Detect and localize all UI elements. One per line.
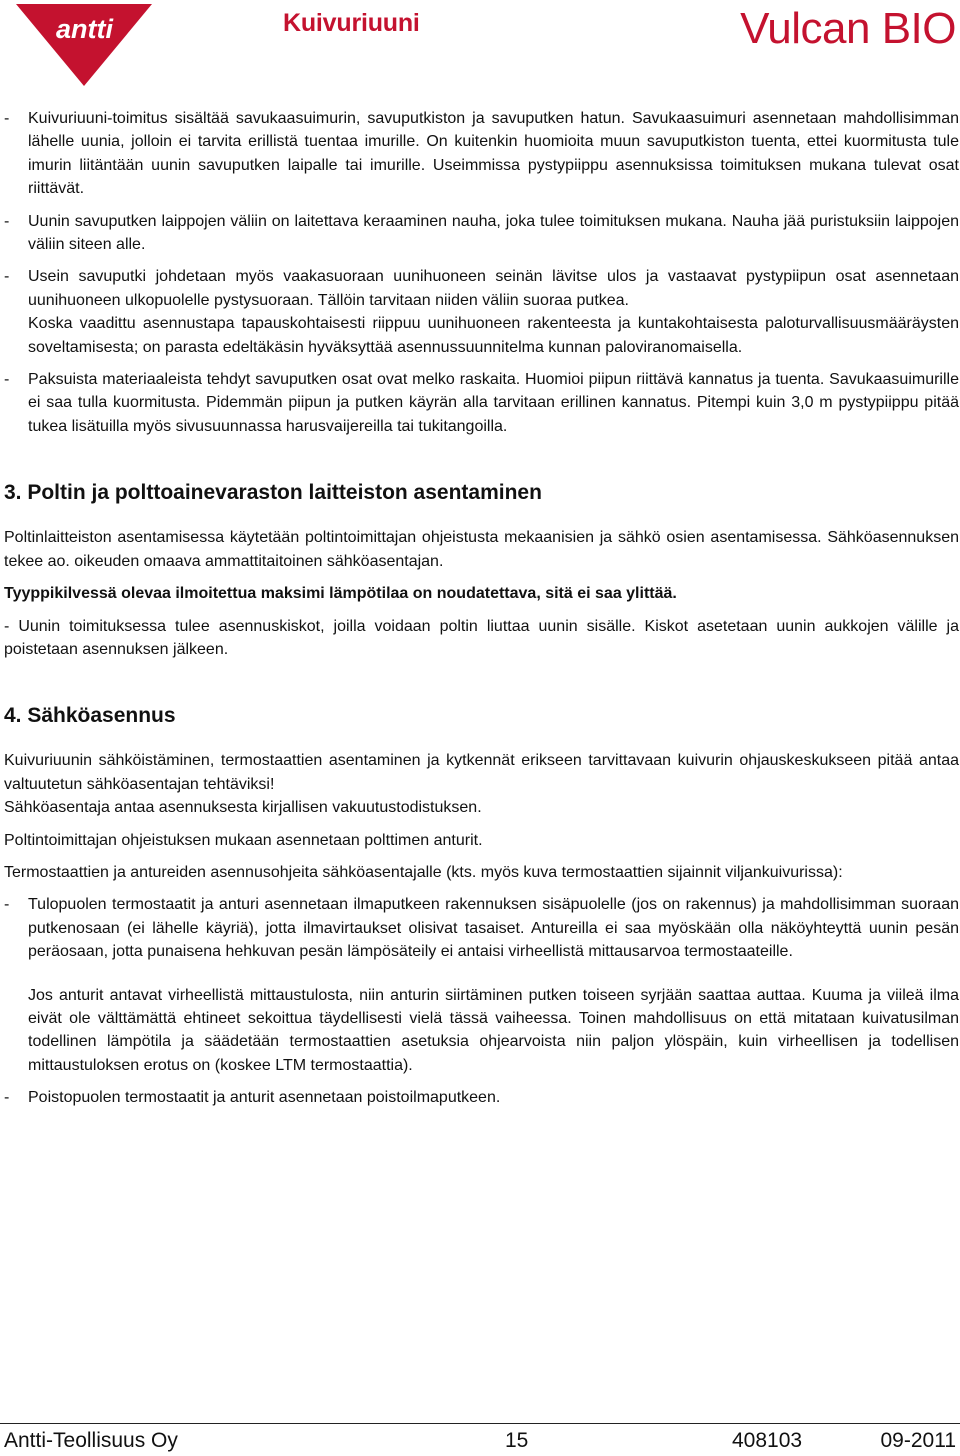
paragraph: Kuivuriuunin sähköistäminen, termostaattien asentaminen ja kytkennät erikseen tarvittavaan kuivurin ohjauskeskukseen pitää antaa valtuutetun sähköasentajan tehtäviksi! — [4, 752, 959, 793]
paragraph: Termostaattien ja antureiden asennusohjeita sähköasentajalle (kts. myös kuva termostaattien sijainnit viljankuivurissa): — [4, 863, 843, 881]
paragraph: Koska vaadittu asennustapa tapauskohtaisesti riippuu uunihuoneen rakenteesta ja kuntakohtaisesta paloturvallisuusmääräysten soveltamisesta; on parasta edeltäkäsin hyväksyttää asennussuunnitelma kunnan paloviranomaisella. — [28, 315, 959, 356]
bullet-text: Tulopuolen termostaatit ja anturi asennetaan ilmaputkeen rakennuksen sisäpuolelle (jos on rakennus) ja mahdollisimman suoraan putkenosaan (ei lähelle käyriä), jotta ilmavirtaukset olisivat tasaiset. Antureilla ei saa myöskään olla näköyhteyttä uunin pesän peräosaan, jotta punaisena hehkuvan pesän lämpösäteily ei antaisi virheellistä mittausarvoa termostaateille. — [28, 896, 959, 961]
list-item: - Kuivuriuuni-toimitus sisältää savukaasuimurin, savuputkiston ja savuputken hatun. Savukaasuimuri asennetaan mahdollisimman lähelle uunia, jolloin ei tarvita erillistä tuentaa imurille. On kuitenkin huomioita muun savuputkiston tuenta, ettei kuormitusta tule imurin liitäntään uunin savuputken laipalle tai imurille. Useimmissa pystypiippu asennuksissa toimituksen mukana tulevat osat riittävät. — [4, 107, 959, 201]
document-title: Kuivuriuuni — [283, 9, 420, 37]
bullet-text: Uunin savuputken laippojen väliin on laitettava keraaminen nauha, joka tulee toimituksen mukana. Nauha jää puristuksiin laippojen väliin siteen alle. — [28, 212, 959, 254]
antti-logo — [16, 4, 152, 86]
list-item: - Uunin savuputken laippojen väliin on laitettava keraaminen nauha, joka tulee toimituksen mukana. Nauha jää puristuksiin laippojen väliin siteen alle. — [4, 210, 959, 257]
bullet-text: Paksuista materiaaleista tehdyt savuputken osat ovat melko raskaita. Huomioi piipun riittävä kannatus ja tuenta. Savukaasuimurille ei saa tulla kuormitusta. Pidemmän piipun ja putken käyrän alla tarvitaan erillinen kannatus. Pitempi kuin 3,0 m pystypiippu pitää tukea lisätuilla myös sivusuunnassa harusvaijereilla tai tukitangoilla. — [28, 371, 959, 435]
document-date: 09-2011 — [880, 1429, 956, 1452]
list-item: - Usein savuputki johdetaan myös vaakasuoraan uunihuoneen seinän lävitse ulos ja vastaavat pystypiipun osat asennetaan uunihuoneen ulkopuolelle pystysuoraan. Tällöin tarvitaan niiden väliin suoraa putkea. — [4, 265, 959, 312]
document-code: 408103 — [732, 1429, 803, 1452]
bullet-text: Usein savuputki johdetaan myös vaakasuoraan uunihuoneen seinän lävitse ulos ja vastaavat pystypiipun osat asennetaan uunihuoneen ulkopuolelle pystysuoraan. Tällöin tarvitaan niiden väliin suoraa putkea. — [28, 268, 959, 309]
bullet-text: Kuivuriuuni-toimitus sisältää savukaasuimurin, savuputkiston ja savuputken hatun. Savukaasuimuri asennetaan mahdollisimman lähelle uunia, jolloin ei tarvita erillistä tuentaa imurille. On kuitenkin huomioita muun savuputkiston tuenta, ettei kuormitusta tule imurin liitäntään uunin savuputken laipalle tai imurille. Useimmissa pystypiippu asennuksissa toimituksen mukana tulevat osat riittävät. — [28, 110, 959, 198]
paragraph: Poltintoimittajan ohjeistuksen mukaan asennetaan polttimen anturit. — [4, 831, 483, 849]
paragraph: - Uunin toimituksessa tulee asennuskiskot, joilla voidaan poltin liuttaa uunin sisälle. Kiskot asetetaan uunin aukkojen välille ja poistetaan asennuksen jälkeen. — [4, 617, 959, 658]
document-body — [4, 107, 959, 1110]
list-item: - Poistopuolen termostaatit ja anturit asennetaan poistoilmaputkeen. — [4, 1086, 959, 1109]
paragraph: Poltinlaitteiston asentamisessa käytetään poltintoimittajan ohjeistusta mekaanisien ja sähkö osien asentamisessa. Sähköasennuksen tekee ao. oikeuden omaava ammattitaitoinen sähköasentajan. — [4, 529, 959, 570]
list-item: - Paksuista materiaaleista tehdyt savuputken osat ovat melko raskaita. Huomioi piipun riittävä kannatus ja tuenta. Savukaasuimurille ei saa tulla kuormitusta. Pidemmän piipun ja putken käyrän alla tarvitaan erillinen kannatus. Pitempi kuin 3,0 m pystypiippu pitää tukea lisätuilla myös sivusuunnassa harusvaijereilla tai tukitangoilla. — [4, 368, 959, 438]
paragraph: Jos anturit antavat virheellistä mittaustulosta, niin anturin siirtäminen putken toiseen syrjään saattaa auttaa. Kuuma ja viileä ilma eivät ole välttämättä ehtineet sekoittua täydellisesti vielä tässä vaiheessa. Toinen mahdollisuus on että mitataan kuivatusilman todellinen lämpötila ja säädetään termostaattien asetuksia ohjearvoista niin paljon ylöspäin, kuin virheellisen ja todellisen mittaustuloksen erotus on (koskee LTM termostaattia). — [28, 986, 959, 1074]
footer-company: Antti-Teollisuus Oy — [4, 1429, 178, 1452]
page-header — [0, 0, 960, 96]
section-heading: 4. Sähköasennus — [4, 704, 176, 728]
footer-divider — [0, 1423, 960, 1424]
product-name: Vulcan BIO — [740, 4, 956, 53]
list-item: - Tulopuolen termostaatit ja anturi asennetaan ilmaputkeen rakennuksen sisäpuolelle (jos on rakennus) ja mahdollisimman suoraan putkenosaan (ei lähelle käyriä), jotta ilmavirtaukset olisivat tasaiset. Antureilla ei saa myöskään olla näköyhteyttä uunin pesän peräosaan, jotta punaisena hehkuvan pesän lämpösäteily ei antaisi virheellistä mittausarvoa termostaateille. — [4, 893, 959, 963]
paragraph: Sähköasentaja antaa asennuksesta kirjallisen vakuutustodistuksen. — [4, 799, 482, 817]
page-number: 15 — [505, 1429, 529, 1452]
svg-text:antti: antti — [56, 14, 113, 44]
bullet-text: Poistopuolen termostaatit ja anturit asennetaan poistoilmaputkeen. — [28, 1089, 501, 1107]
warning-text: Tyyppikilvessä olevaa ilmoitettua maksimi lämpötilaa on noudatettava, sitä ei saa ylittää. — [4, 585, 677, 603]
section-heading: 3. Poltin ja polttoainevaraston laitteiston asentaminen — [4, 481, 542, 505]
